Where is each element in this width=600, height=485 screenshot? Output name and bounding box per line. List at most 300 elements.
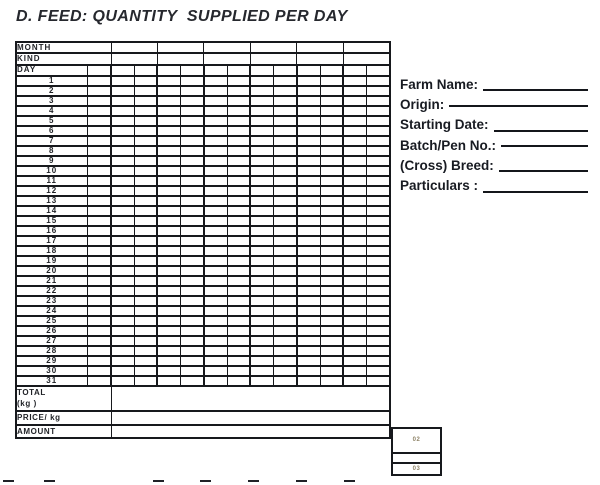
grid-cell	[297, 346, 320, 356]
grid-cell	[320, 376, 343, 386]
grid-cell	[297, 276, 320, 286]
grid-cell	[134, 86, 157, 96]
grid-cell	[111, 206, 134, 216]
grid-cell	[367, 376, 390, 386]
grid-cell	[297, 356, 320, 366]
grid-cell	[134, 136, 157, 146]
grid-cell	[227, 336, 250, 346]
grid-cell	[111, 236, 134, 246]
day-number: 13	[16, 196, 87, 206]
grid-cell	[134, 336, 157, 346]
grid-cell	[87, 256, 111, 266]
grid-cell	[134, 296, 157, 306]
day-number: 3	[16, 96, 87, 106]
day-number: 21	[16, 276, 87, 286]
grid-cell	[297, 296, 320, 306]
grid-cell	[367, 296, 390, 306]
grid-cell	[87, 266, 111, 276]
grid-cell	[204, 316, 227, 326]
grid-cell	[343, 326, 366, 336]
grid-cell	[204, 296, 227, 306]
margin-note-row-mid	[393, 454, 440, 465]
grid-cell	[111, 176, 134, 186]
grid-cell	[181, 76, 204, 86]
grid-cell	[134, 346, 157, 356]
grid-cell	[367, 266, 390, 276]
grid-cell	[297, 76, 320, 86]
month-cell	[157, 53, 203, 64]
grid-cell	[87, 146, 111, 156]
grid-cell	[227, 366, 250, 376]
grid-cell	[87, 356, 111, 366]
grid-cell	[111, 96, 134, 106]
info-field-2	[400, 114, 588, 134]
margin-note-row-amount	[393, 464, 440, 474]
grid-cell	[367, 156, 390, 166]
grid-cell	[343, 116, 366, 126]
grid-cell	[204, 216, 227, 226]
grid-cell	[367, 336, 390, 346]
day-number: 27	[16, 336, 87, 346]
grid-cell	[181, 356, 204, 366]
info-field-label: Particulars :	[400, 178, 479, 194]
grid-cell	[204, 196, 227, 206]
grid-cell	[227, 226, 250, 236]
grid-cell	[87, 156, 111, 166]
grid-cell	[250, 146, 273, 156]
grid-cell	[227, 286, 250, 296]
grid-cell	[367, 146, 390, 156]
grid-cell	[157, 126, 180, 136]
grid-cell	[343, 136, 366, 146]
grid-cell	[181, 96, 204, 106]
grid-cell	[343, 186, 366, 196]
grid-cell	[157, 346, 180, 356]
grid-cell	[274, 156, 297, 166]
grid-cell	[157, 76, 180, 86]
grid-cell	[274, 76, 297, 86]
grid-cell	[367, 246, 390, 256]
grid-cell	[367, 176, 390, 186]
grid-cell	[227, 65, 250, 76]
grid-cell	[181, 176, 204, 186]
grid-cell	[204, 376, 227, 386]
month-cell	[297, 42, 343, 53]
grid-cell	[87, 346, 111, 356]
grid-cell	[111, 216, 134, 226]
grid-cell	[157, 356, 180, 366]
grid-cell	[227, 216, 250, 226]
grid-cell	[297, 366, 320, 376]
grid-cell	[87, 176, 111, 186]
grid-cell	[204, 356, 227, 366]
grid-cell	[111, 186, 134, 196]
day-number: 7	[16, 136, 87, 146]
grid-cell	[181, 346, 204, 356]
grid-cell	[87, 326, 111, 336]
grid-cell	[367, 116, 390, 126]
day-number: 12	[16, 186, 87, 196]
grid-cell	[204, 206, 227, 216]
grid-cell	[134, 176, 157, 186]
month-cell	[111, 42, 157, 53]
grid-cell	[87, 316, 111, 326]
grid-cell	[367, 286, 390, 296]
grid-cell	[204, 306, 227, 316]
day-number: 23	[16, 296, 87, 306]
grid-cell	[227, 126, 250, 136]
grid-cell	[181, 216, 204, 226]
grid-cell	[250, 246, 273, 256]
grid-cell	[204, 246, 227, 256]
grid-cell	[343, 306, 366, 316]
day-number: 18	[16, 246, 87, 256]
grid-cell	[204, 256, 227, 266]
grid-cell	[320, 366, 343, 376]
grid-cell	[87, 336, 111, 346]
grid-cell	[111, 76, 134, 86]
grid-cell	[204, 276, 227, 286]
grid-cell	[181, 376, 204, 386]
grid-cell	[227, 136, 250, 146]
grid-cell	[157, 216, 180, 226]
month-cell	[343, 53, 390, 64]
grid-cell	[227, 176, 250, 186]
grid-cell	[204, 96, 227, 106]
info-field-label: Origin:	[400, 97, 445, 113]
day-number: 26	[16, 326, 87, 336]
grid-cell	[320, 336, 343, 346]
amount-label: AMOUNT	[16, 425, 111, 439]
info-field-4	[400, 154, 588, 174]
grid-cell	[157, 136, 180, 146]
grid-cell	[320, 176, 343, 186]
grid-cell	[204, 106, 227, 116]
grid-cell	[297, 226, 320, 236]
grid-cell	[343, 106, 366, 116]
grid-cell	[204, 65, 227, 76]
grid-cell	[134, 196, 157, 206]
grid-cell	[343, 76, 366, 86]
header-label-month: MONTH	[16, 42, 111, 53]
grid-cell	[343, 166, 366, 176]
grid-cell	[157, 176, 180, 186]
grid-cell	[250, 106, 273, 116]
grid-cell	[204, 176, 227, 186]
info-field-label: Starting Date:	[400, 117, 489, 133]
grid-cell	[111, 316, 134, 326]
grid-cell	[181, 226, 204, 236]
month-cell	[111, 53, 157, 64]
grid-cell	[111, 286, 134, 296]
grid-cell	[343, 356, 366, 366]
grid-cell	[157, 116, 180, 126]
blank-line	[499, 170, 588, 172]
grid-cell	[250, 176, 273, 186]
grid-cell	[367, 216, 390, 226]
grid-cell	[204, 366, 227, 376]
grid-cell	[343, 86, 366, 96]
month-cell	[204, 53, 250, 64]
grid-cell	[367, 96, 390, 106]
grid-cell	[134, 106, 157, 116]
grid-cell	[87, 186, 111, 196]
grid-cell	[227, 256, 250, 266]
grid-cell	[87, 246, 111, 256]
grid-cell	[181, 336, 204, 346]
grid-cell	[204, 126, 227, 136]
grid-cell	[367, 196, 390, 206]
grid-cell	[111, 266, 134, 276]
grid-cell	[134, 266, 157, 276]
grid-cell	[297, 206, 320, 216]
grid-cell	[157, 366, 180, 376]
grid-cell	[274, 316, 297, 326]
grid-cell	[227, 106, 250, 116]
grid-cell	[87, 226, 111, 236]
grid-cell	[250, 216, 273, 226]
grid-cell	[87, 96, 111, 106]
grid-cell	[367, 346, 390, 356]
margin-note-box	[391, 427, 442, 476]
grid-cell	[274, 196, 297, 206]
grid-cell	[297, 186, 320, 196]
grid-cell	[297, 136, 320, 146]
grid-cell	[227, 96, 250, 106]
grid-cell	[274, 326, 297, 336]
grid-cell	[274, 356, 297, 366]
grid-cell	[134, 156, 157, 166]
grid-cell	[343, 336, 366, 346]
grid-cell	[297, 336, 320, 346]
grid-cell	[227, 376, 250, 386]
grid-cell	[343, 346, 366, 356]
day-number: 19	[16, 256, 87, 266]
grid-cell	[134, 236, 157, 246]
feed-quantity-table	[15, 41, 391, 439]
grid-cell	[297, 216, 320, 226]
grid-cell	[320, 256, 343, 266]
grid-cell	[157, 256, 180, 266]
grid-cell	[181, 156, 204, 166]
grid-cell	[274, 146, 297, 156]
grid-cell	[227, 346, 250, 356]
info-field-label: Farm Name:	[400, 76, 479, 92]
grid-cell	[111, 276, 134, 286]
grid-cell	[157, 246, 180, 256]
grid-cell	[297, 326, 320, 336]
grid-cell	[367, 136, 390, 146]
grid-cell	[204, 226, 227, 236]
header-label-kind: KIND	[16, 53, 111, 64]
grid-cell	[157, 266, 180, 276]
grid-cell	[134, 76, 157, 86]
grid-cell	[181, 206, 204, 216]
grid-cell	[274, 126, 297, 136]
grid-cell	[343, 216, 366, 226]
grid-cell	[250, 206, 273, 216]
info-field-1	[400, 93, 588, 113]
blank-line	[483, 191, 588, 193]
grid-cell	[343, 266, 366, 276]
grid-cell	[157, 196, 180, 206]
feed-grid-body	[16, 42, 390, 438]
grid-cell	[87, 196, 111, 206]
info-field-5	[400, 174, 588, 194]
grid-cell	[87, 206, 111, 216]
grid-cell	[204, 76, 227, 86]
grid-cell	[250, 96, 273, 106]
grid-cell	[157, 146, 180, 156]
grid-cell	[250, 266, 273, 276]
grid-cell	[87, 126, 111, 136]
grid-cell	[250, 306, 273, 316]
grid-cell	[297, 236, 320, 246]
grid-cell	[250, 226, 273, 236]
grid-cell	[204, 326, 227, 336]
grid-cell	[181, 136, 204, 146]
grid-cell	[343, 96, 366, 106]
grid-cell	[297, 256, 320, 266]
day-number: 5	[16, 116, 87, 126]
grid-cell	[250, 196, 273, 206]
month-cell	[250, 42, 296, 53]
total-value-cell	[111, 386, 390, 411]
day-number: 28	[16, 346, 87, 356]
grid-cell	[274, 346, 297, 356]
grid-cell	[297, 266, 320, 276]
grid-cell	[297, 106, 320, 116]
grid-cell	[87, 166, 111, 176]
continuation-tick	[3, 480, 14, 482]
grid-cell	[320, 206, 343, 216]
grid-cell	[274, 65, 297, 76]
grid-cell	[134, 286, 157, 296]
grid-cell	[297, 306, 320, 316]
grid-cell	[181, 166, 204, 176]
grid-cell	[250, 376, 273, 386]
grid-cell	[367, 86, 390, 96]
day-number: 2	[16, 86, 87, 96]
grid-cell	[134, 226, 157, 236]
price-value-cell	[111, 411, 390, 425]
grid-cell	[157, 186, 180, 196]
grid-cell	[157, 276, 180, 286]
day-number: 15	[16, 216, 87, 226]
grid-cell	[250, 286, 273, 296]
grid-cell	[111, 296, 134, 306]
grid-cell	[320, 346, 343, 356]
grid-cell	[227, 236, 250, 246]
grid-cell	[204, 336, 227, 346]
grid-cell	[157, 206, 180, 216]
grid-cell	[227, 146, 250, 156]
grid-cell	[227, 246, 250, 256]
day-number: 29	[16, 356, 87, 366]
blank-line	[501, 145, 588, 147]
grid-cell	[274, 276, 297, 286]
grid-cell	[111, 86, 134, 96]
grid-cell	[343, 65, 366, 76]
grid-cell	[87, 76, 111, 86]
grid-cell	[320, 266, 343, 276]
margin-note-02: 02	[412, 437, 421, 444]
grid-cell	[274, 266, 297, 276]
grid-cell	[274, 376, 297, 386]
grid-cell	[134, 306, 157, 316]
grid-cell	[134, 366, 157, 376]
grid-cell	[227, 296, 250, 306]
grid-cell	[157, 156, 180, 166]
grid-cell	[227, 76, 250, 86]
grid-cell	[250, 296, 273, 306]
grid-cell	[297, 316, 320, 326]
grid-cell	[297, 86, 320, 96]
grid-cell	[250, 356, 273, 366]
grid-cell	[343, 126, 366, 136]
grid-cell	[367, 256, 390, 266]
grid-cell	[343, 226, 366, 236]
day-number: 31	[16, 376, 87, 386]
grid-cell	[297, 116, 320, 126]
grid-cell	[367, 166, 390, 176]
grid-cell	[367, 276, 390, 286]
grid-cell	[367, 316, 390, 326]
grid-cell	[204, 146, 227, 156]
grid-cell	[204, 116, 227, 126]
grid-cell	[181, 246, 204, 256]
grid-cell	[320, 96, 343, 106]
grid-cell	[134, 326, 157, 336]
grid-cell	[274, 306, 297, 316]
continuation-tick	[44, 480, 55, 482]
grid-cell	[274, 206, 297, 216]
grid-cell	[181, 86, 204, 96]
grid-cell	[111, 226, 134, 236]
grid-cell	[87, 366, 111, 376]
grid-cell	[343, 246, 366, 256]
grid-cell	[227, 356, 250, 366]
grid-cell	[250, 256, 273, 266]
grid-cell	[227, 266, 250, 276]
grid-cell	[274, 236, 297, 246]
grid-cell	[227, 326, 250, 336]
grid-cell	[181, 276, 204, 286]
day-number: 22	[16, 286, 87, 296]
grid-cell	[250, 136, 273, 146]
grid-cell	[320, 106, 343, 116]
grid-cell	[367, 306, 390, 316]
grid-cell	[134, 316, 157, 326]
grid-cell	[250, 65, 273, 76]
grid-cell	[250, 86, 273, 96]
grid-cell	[87, 296, 111, 306]
grid-cell	[320, 296, 343, 306]
grid-cell	[181, 266, 204, 276]
grid-cell	[343, 316, 366, 326]
info-field-label: (Cross) Breed:	[400, 157, 494, 173]
grid-cell	[250, 236, 273, 246]
grid-cell	[320, 306, 343, 316]
day-number: 25	[16, 316, 87, 326]
grid-cell	[181, 286, 204, 296]
grid-cell	[250, 326, 273, 336]
grid-cell	[274, 286, 297, 296]
continuation-tick	[248, 480, 259, 482]
grid-cell	[343, 196, 366, 206]
grid-cell	[181, 306, 204, 316]
grid-cell	[320, 76, 343, 86]
